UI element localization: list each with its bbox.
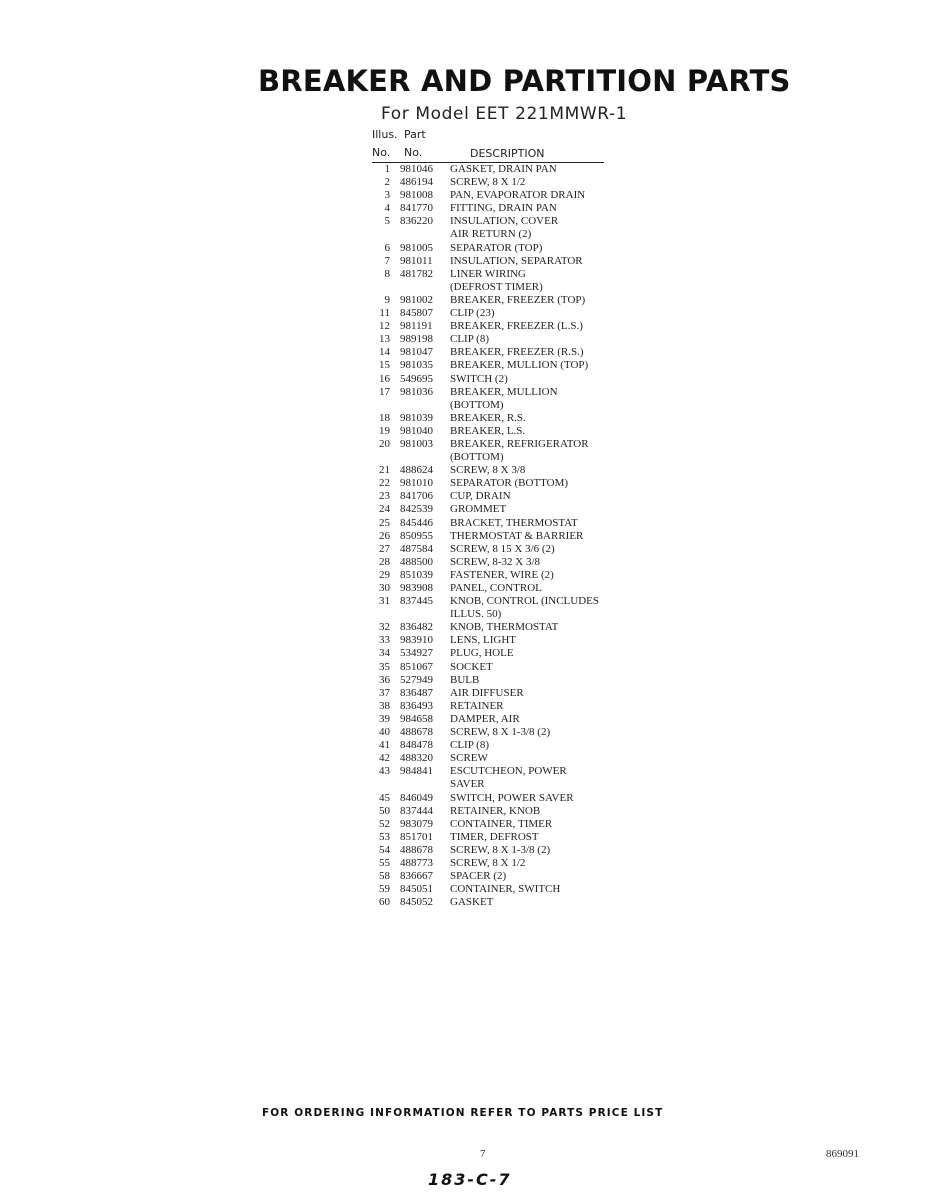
illus-no: 60 [379, 896, 390, 909]
part-no [400, 281, 450, 294]
part-no: 845052 [400, 896, 433, 909]
illus-no: 9 [384, 293, 390, 306]
illus-no: 20 [379, 437, 390, 450]
part-description: ESCUTCHEON, POWER [450, 765, 567, 778]
part-no: 981002 [400, 293, 433, 306]
illus-no: 52 [379, 817, 390, 830]
part-description: SAVER [450, 778, 485, 791]
part-description: BREAKER, REFRIGERATOR [450, 437, 589, 450]
illus-no: 59 [379, 883, 390, 896]
part-description: BREAKER, MULLION [450, 385, 558, 398]
page-title: BREAKER AND PARTITION PARTS [258, 64, 791, 98]
parts-row [366, 490, 626, 503]
part-description: AIR RETURN (2) [450, 228, 532, 241]
illus-no [366, 228, 400, 241]
part-no: 983079 [400, 817, 433, 830]
part-no: 488773 [400, 856, 433, 869]
parts-row [366, 281, 626, 294]
part-no: 981010 [400, 477, 433, 490]
parts-row [366, 621, 626, 634]
part-no: 486194 [400, 176, 433, 189]
part-no [400, 451, 450, 464]
parts-row [366, 674, 626, 687]
illus-no: 14 [379, 346, 390, 359]
part-no: 981011 [400, 254, 433, 267]
parts-row [366, 556, 626, 569]
part-no: 983908 [400, 582, 433, 594]
part-no: 851701 [400, 830, 433, 843]
part-description: TIMER, DEFROST [450, 830, 539, 843]
part-description: LINER WIRING [450, 267, 526, 280]
part-no [400, 399, 450, 412]
illus-no: 29 [379, 568, 390, 581]
part-description: BREAKER, FREEZER (TOP) [450, 293, 586, 306]
illus-no: 4 [384, 202, 390, 215]
illus-no: 8 [384, 267, 390, 280]
parts-row [366, 739, 626, 752]
ordering-note: FOR ORDERING INFORMATION REFER TO PARTS PRICE LIST [262, 1107, 664, 1119]
part-no: 837445 [400, 595, 433, 608]
parts-row [366, 634, 626, 647]
part-description: PLUG, HOLE [450, 647, 514, 660]
parts-row [366, 373, 626, 386]
parts-row [366, 477, 626, 490]
parts-row [366, 346, 626, 359]
part-no: 848478 [400, 739, 433, 752]
parts-row [366, 661, 626, 674]
part-description: SOCKET [450, 660, 493, 673]
illus-no: 43 [379, 765, 390, 778]
part-no [400, 228, 450, 241]
part-no [400, 608, 450, 621]
illus-no: 50 [379, 804, 390, 817]
part-no: 984841 [400, 765, 433, 778]
illus-no: 36 [379, 673, 390, 686]
illus-no: 26 [379, 529, 390, 542]
part-no: 488624 [400, 464, 433, 477]
illus-no: 21 [379, 464, 390, 477]
part-no: 549695 [400, 372, 433, 385]
part-description: CUP, DRAIN [450, 490, 511, 503]
part-description: AIR DIFFUSER [450, 686, 524, 699]
illus-no: 25 [379, 516, 390, 529]
parts-row [366, 255, 626, 268]
parts-row [366, 608, 626, 621]
part-description: BRACKET, THERMOSTAT [450, 516, 578, 529]
part-description: BREAKER, L.S. [450, 424, 526, 437]
illus-no: 24 [379, 503, 390, 516]
illus-no: 16 [379, 372, 390, 385]
illus-no: 34 [379, 647, 390, 660]
part-description: BREAKER, MULLION (TOP) [450, 359, 589, 372]
illus-no: 30 [379, 582, 390, 594]
parts-row [366, 503, 626, 516]
parts-row [366, 215, 626, 228]
part-description: RETAINER [450, 699, 504, 712]
parts-row [366, 307, 626, 320]
part-no: 850955 [400, 529, 433, 542]
illus-no: 7 [384, 254, 390, 267]
part-description: BREAKER, FREEZER (R.S.) [450, 346, 584, 359]
illus-no: 13 [379, 333, 390, 346]
part-no: 841770 [400, 202, 433, 215]
part-no: 845807 [400, 307, 433, 320]
part-description: LENS, LIGHT [450, 634, 516, 647]
part-no: 981040 [400, 424, 433, 437]
illus-no: 23 [379, 490, 390, 503]
illus-no: 5 [384, 215, 390, 228]
part-no: 983910 [400, 634, 433, 647]
part-no: 534927 [400, 647, 433, 660]
part-description: FASTENER, WIRE (2) [450, 568, 554, 581]
header-description: DESCRIPTION [470, 147, 545, 160]
part-description: SCREW, 8 X 3/8 [450, 464, 526, 477]
part-no: 981047 [400, 346, 433, 359]
part-no: 836493 [400, 699, 433, 712]
illus-no: 31 [379, 595, 390, 608]
part-no: 851039 [400, 568, 433, 581]
parts-row [366, 543, 626, 556]
illus-no [366, 399, 400, 412]
part-no: 981008 [400, 189, 433, 202]
part-no: 845446 [400, 516, 433, 529]
part-no: 488320 [400, 752, 433, 765]
part-no: 836220 [400, 215, 433, 228]
parts-row [366, 857, 626, 870]
illus-no: 12 [379, 320, 390, 333]
illus-no: 53 [379, 830, 390, 843]
illus-no [366, 608, 400, 621]
illus-no: 17 [379, 385, 390, 398]
parts-row [366, 569, 626, 582]
part-no: 984658 [400, 712, 433, 725]
part-no: 842539 [400, 503, 433, 516]
document-code: 869091 [826, 1148, 859, 1160]
parts-row [366, 687, 626, 700]
illus-no: 33 [379, 634, 390, 647]
part-description: INSULATION, SEPARATOR [450, 254, 583, 267]
part-description: THERMOSTAT & BARRIER [450, 529, 584, 542]
parts-row [366, 700, 626, 713]
illus-no: 54 [379, 843, 390, 856]
parts-row [366, 896, 626, 909]
parts-row [366, 870, 626, 883]
part-no: 981191 [400, 320, 433, 333]
part-description: SWITCH (2) [450, 372, 508, 385]
parts-row [366, 844, 626, 857]
part-no: 488500 [400, 555, 433, 568]
parts-row [366, 647, 626, 660]
illus-no: 45 [379, 791, 390, 804]
part-no: 488678 [400, 843, 433, 856]
part-description: GASKET, DRAIN PAN [450, 163, 557, 175]
part-description: (DEFROST TIMER) [450, 280, 543, 293]
model-subtitle: For Model EET 221MMWR-1 [381, 104, 628, 124]
part-description: KNOB, THERMOSTAT [450, 621, 559, 634]
part-no: 981039 [400, 411, 433, 424]
page-number: 7 [480, 1148, 486, 1160]
part-no [400, 778, 450, 791]
parts-row [366, 386, 626, 399]
illus-no: 11 [379, 307, 390, 320]
parts-row [366, 792, 626, 805]
parts-row [366, 883, 626, 896]
part-no: 836487 [400, 686, 433, 699]
part-no: 837444 [400, 804, 433, 817]
illus-no: 37 [379, 686, 390, 699]
parts-row [366, 294, 626, 307]
part-description: SCREW, 8 X 1/2 [450, 856, 526, 869]
part-description: SCREW, 8 15 X 3/6 (2) [450, 542, 555, 555]
illus-no: 39 [379, 712, 390, 725]
part-no: 981036 [400, 385, 433, 398]
parts-row [366, 818, 626, 831]
illus-no: 6 [384, 241, 390, 254]
parts-row [366, 163, 626, 176]
part-description: (BOTTOM) [450, 451, 504, 464]
illus-no: 42 [379, 752, 390, 765]
illus-no: 15 [379, 359, 390, 372]
illus-no: 27 [379, 542, 390, 555]
part-description: SCREW, 8 X 1-3/8 (2) [450, 843, 551, 856]
part-description: DAMPER, AIR [450, 712, 520, 725]
part-description: SCREW [450, 752, 488, 765]
illus-no: 3 [384, 189, 390, 202]
part-description: BREAKER, FREEZER (L.S.) [450, 320, 583, 333]
header-illus-no: No. [372, 146, 391, 159]
parts-row [366, 805, 626, 818]
parts-row [366, 530, 626, 543]
part-no: 845051 [400, 883, 433, 896]
part-description: ILLUS. 50) [450, 608, 502, 621]
part-description: RETAINER, KNOB [450, 804, 541, 817]
illus-no: 28 [379, 555, 390, 568]
illus-no: 22 [379, 477, 390, 490]
part-no: 481782 [400, 267, 433, 280]
part-description: INSULATION, COVER [450, 215, 559, 228]
illus-no: 58 [379, 870, 390, 883]
part-no: 527949 [400, 673, 433, 686]
header-illus: Illus. [372, 128, 398, 141]
parts-row [366, 595, 626, 608]
part-description: KNOB, CONTROL (INCLUDES [450, 595, 600, 608]
part-description: SEPARATOR (BOTTOM) [450, 477, 569, 490]
handwritten-reference: 183-C-7 [428, 1170, 512, 1189]
part-no: 846049 [400, 791, 433, 804]
illus-no: 1 [384, 163, 390, 175]
part-description: CLIP (8) [450, 333, 490, 346]
illus-no [366, 451, 400, 464]
parts-row [366, 242, 626, 255]
illus-no [366, 281, 400, 294]
part-description: FITTING, DRAIN PAN [450, 202, 557, 215]
parts-row [366, 268, 626, 281]
illus-no: 41 [379, 739, 390, 752]
parts-row [366, 333, 626, 346]
part-description: GASKET [450, 896, 494, 909]
parts-list [366, 163, 626, 909]
part-no: 487584 [400, 542, 433, 555]
part-description: PAN, EVAPORATOR DRAIN [450, 189, 586, 202]
part-no: 981005 [400, 241, 433, 254]
header-part-no: No. [404, 146, 423, 159]
part-no: 836482 [400, 621, 433, 634]
part-description: (BOTTOM) [450, 398, 504, 411]
part-description: BULB [450, 673, 480, 686]
illus-no: 2 [384, 176, 390, 189]
illus-no: 18 [379, 411, 390, 424]
part-no: 981035 [400, 359, 433, 372]
parts-row [366, 517, 626, 530]
parts-row [366, 726, 626, 739]
parts-row [366, 582, 626, 595]
part-description: SEPARATOR (TOP) [450, 241, 543, 254]
part-no: 488678 [400, 726, 433, 739]
parts-row [366, 451, 626, 464]
parts-row [366, 228, 626, 241]
part-no: 981003 [400, 437, 433, 450]
illus-no: 55 [379, 856, 390, 869]
parts-row [366, 176, 626, 189]
illus-no: 35 [379, 660, 390, 673]
part-description: SWITCH, POWER SAVER [450, 791, 574, 804]
parts-row [366, 438, 626, 451]
parts-row [366, 778, 626, 791]
part-description: SCREW, 8 X 1-3/8 (2) [450, 726, 551, 739]
parts-row [366, 412, 626, 425]
parts-row [366, 831, 626, 844]
part-description: CLIP (23) [450, 307, 495, 320]
part-description: SCREW, 8-32 X 3/8 [450, 555, 541, 568]
part-description: CONTAINER, SWITCH [450, 883, 561, 896]
parts-row [366, 752, 626, 765]
part-description: SCREW, 8 X 1/2 [450, 176, 526, 189]
illus-no [366, 778, 400, 791]
parts-row [366, 189, 626, 202]
parts-row [366, 320, 626, 333]
part-no: 836667 [400, 870, 433, 883]
part-description: PANEL, CONTROL [450, 582, 542, 594]
parts-row [366, 425, 626, 438]
parts-row [366, 464, 626, 477]
parts-row [366, 359, 626, 372]
illus-no: 40 [379, 726, 390, 739]
part-no: 841706 [400, 490, 433, 503]
part-description: CONTAINER, TIMER [450, 817, 553, 830]
illus-no: 19 [379, 424, 390, 437]
parts-row [366, 202, 626, 215]
parts-row [366, 765, 626, 778]
part-no: 989198 [400, 333, 433, 346]
illus-no: 32 [379, 621, 390, 634]
header-part: Part [404, 128, 426, 141]
part-description: BREAKER, R.S. [450, 411, 526, 424]
parts-row [366, 713, 626, 726]
part-description: SPACER (2) [450, 870, 507, 883]
part-no: 851067 [400, 660, 433, 673]
part-no: 981046 [400, 163, 433, 175]
part-description: CLIP (8) [450, 739, 490, 752]
illus-no: 38 [379, 699, 390, 712]
parts-row [366, 399, 626, 412]
part-description: GROMMET [450, 503, 507, 516]
